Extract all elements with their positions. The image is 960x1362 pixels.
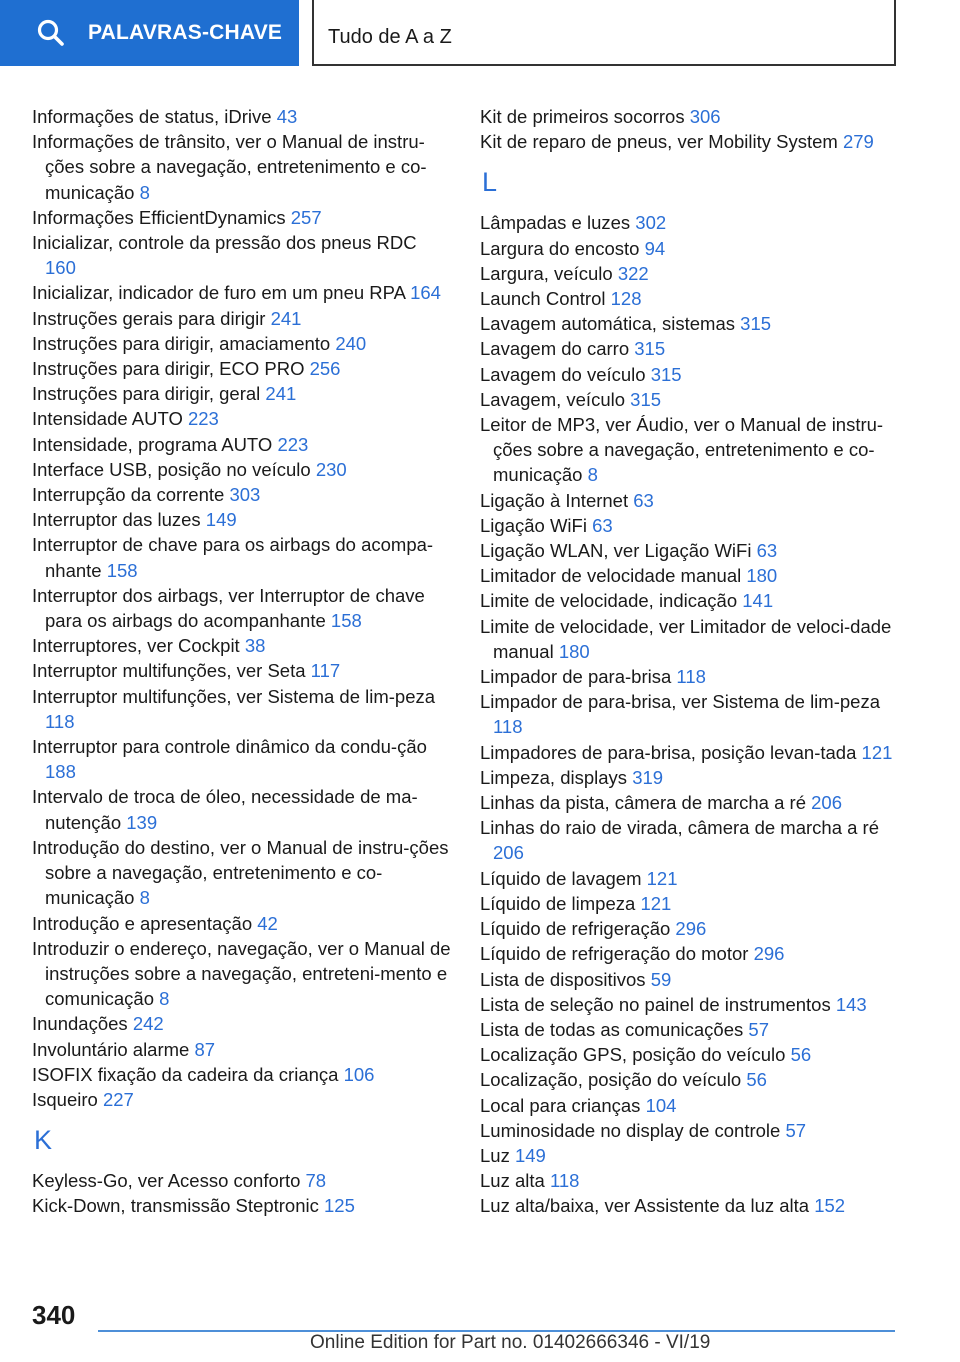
index-entry: [32, 381, 452, 406]
entry-text: Linhas da pista, câmera de marcha a ré: [480, 792, 806, 814]
index-entry: [480, 336, 900, 361]
index-entry: [480, 236, 900, 261]
index-entry: [480, 362, 900, 387]
entry-text: Interruptor para controle dinâmico da condu-ção: [32, 736, 427, 758]
entry-page-link[interactable]: 315: [634, 338, 666, 360]
entry-page-link[interactable]: 160: [45, 257, 76, 279]
entry-text: Involuntário alarme: [32, 1038, 190, 1060]
index-entry: [480, 412, 900, 488]
entry-page-link[interactable]: 8: [139, 887, 150, 909]
index-entry: [32, 1037, 452, 1062]
index-entry: [480, 1017, 900, 1042]
index-entry: [480, 967, 900, 992]
entry-text: Largura, veículo: [480, 262, 613, 284]
index-entry: [32, 306, 452, 331]
index-entry: [480, 689, 900, 739]
entry-page-link[interactable]: 128: [610, 288, 642, 310]
a-to-z-tab-label: Tudo de A a Z: [328, 26, 452, 48]
entry-text: Lista de dispositivos: [480, 968, 646, 990]
entry-page-link[interactable]: 149: [514, 1144, 546, 1166]
entry-text: Limpador de para-brisa, ver Sistema de lim-peza: [480, 691, 880, 713]
index-entry: [480, 614, 900, 664]
entry-text: Kick-Down, transmissão Steptronic: [32, 1195, 319, 1217]
page-number: 340: [32, 1300, 76, 1330]
index-entry: [480, 538, 900, 563]
entry-page-link[interactable]: 227: [102, 1088, 134, 1110]
entry-page-link[interactable]: 223: [277, 433, 309, 455]
entry-text: Localização GPS, posição do veículo: [480, 1044, 786, 1066]
entry-page-link[interactable]: 257: [290, 206, 322, 228]
entry-page-link[interactable]: 223: [187, 408, 219, 430]
index-entry: [32, 230, 452, 280]
index-entry: [480, 1042, 900, 1067]
entry-page-link[interactable]: 296: [675, 918, 707, 940]
entry-text: Local para crianças: [480, 1094, 641, 1116]
right-entries: [480, 210, 900, 1218]
entry-page-link[interactable]: 206: [811, 792, 842, 814]
entry-page-link[interactable]: 104: [645, 1094, 677, 1116]
entry-text: Interruptor de chave para os airbags do acompa-nhante: [32, 534, 434, 581]
entry-page-link[interactable]: 57: [748, 1018, 769, 1040]
index-entry: [480, 815, 900, 865]
index-entry: [32, 104, 452, 129]
entry-page-link[interactable]: 56: [746, 1069, 767, 1091]
entry-page-link[interactable]: 63: [592, 514, 613, 536]
index-entry: [480, 588, 900, 613]
entry-page-link[interactable]: 230: [315, 458, 347, 480]
entry-text: Ligação WiFi: [480, 514, 587, 536]
entry-page-link[interactable]: 121: [861, 741, 893, 763]
index-entry: [32, 658, 452, 683]
entry-page-link[interactable]: 78: [305, 1170, 327, 1192]
entry-text: Limpador de para-brisa: [480, 666, 672, 688]
entry-page-link[interactable]: 158: [330, 610, 362, 632]
entry-page-link[interactable]: 38: [244, 635, 266, 657]
index-entry: [480, 765, 900, 790]
entry-page-link[interactable]: 139: [126, 811, 158, 833]
page-header: [0, 0, 960, 66]
index-entry: [32, 936, 452, 1012]
index-entry: [32, 356, 452, 381]
entry-text: Launch Control: [480, 288, 606, 310]
entry-text: Luz: [480, 1144, 510, 1166]
entry-text: Luz alta/baixa, ver Assistente da luz alta: [480, 1195, 810, 1217]
entry-page-link[interactable]: 125: [324, 1195, 355, 1217]
index-entry: [32, 205, 452, 230]
index-entry: [32, 432, 452, 457]
entry-page-link[interactable]: 180: [558, 640, 590, 662]
entry-page-link[interactable]: 319: [632, 766, 664, 788]
entry-page-link[interactable]: 43: [276, 106, 298, 127]
index-entry: [480, 1193, 900, 1218]
index-entry: [32, 835, 452, 911]
index-entry: [32, 784, 452, 834]
left-entries: [32, 104, 452, 1112]
entry-text: Lavagem do veículo: [480, 363, 646, 385]
entry-page-link[interactable]: 106: [343, 1063, 375, 1085]
index-entry: [480, 1168, 900, 1193]
entry-text: Lavagem automática, sistemas: [480, 313, 736, 335]
index-entry: [480, 740, 900, 765]
entry-page-link[interactable]: 152: [814, 1195, 846, 1217]
entry-page-link[interactable]: 63: [633, 489, 654, 511]
entry-page-link[interactable]: 302: [635, 212, 667, 234]
index-entry: [32, 1011, 452, 1036]
index-entry: [480, 790, 900, 815]
entry-page-link[interactable]: 296: [753, 943, 785, 965]
entry-page-link[interactable]: 279: [842, 131, 874, 153]
entry-text: ISOFIX fixação da cadeira da criança: [32, 1063, 339, 1085]
entry-text: Ligação WLAN, ver Ligação WiFi: [480, 540, 752, 562]
entry-page-link[interactable]: 8: [587, 464, 598, 486]
entry-text: Instruções para dirigir, amaciamento: [32, 332, 331, 354]
keywords-tab[interactable]: [0, 0, 299, 66]
entry-text: Inicializar, indicador de furo em um pneu RPA: [32, 282, 405, 304]
index-entry: [32, 1087, 452, 1112]
index-entry: [480, 210, 900, 235]
entry-page-link[interactable]: 118: [676, 666, 706, 688]
entry-text: Luz alta: [480, 1170, 545, 1192]
entry-page-link[interactable]: 42: [257, 912, 278, 934]
entry-text: Interruptor multifunções, ver Sistema de lim-peza: [32, 685, 436, 707]
entry-text: Intensidade, programa AUTO: [32, 433, 273, 455]
entry-text: Lâmpadas e luzes: [480, 212, 631, 234]
entry-page-link[interactable]: 242: [132, 1013, 164, 1035]
entry-page-link[interactable]: 59: [650, 968, 672, 990]
entry-page-link[interactable]: 121: [646, 867, 678, 889]
index-entry: [32, 406, 452, 431]
entry-page-link[interactable]: 240: [335, 332, 367, 354]
entry-page-link[interactable]: 8: [159, 988, 170, 1010]
index-entry: [32, 734, 452, 784]
entry-page-link[interactable]: 315: [630, 388, 662, 410]
entry-text: Introdução do destino, ver o Manual de instru-ções sobre a navegação, entretenimento e co-municação: [32, 836, 449, 909]
entry-text: Linhas do raio de virada, câmera de marcha a ré: [480, 817, 879, 839]
a-to-z-tab[interactable]: [312, 0, 896, 66]
index-entry: [480, 129, 900, 154]
footer-edition-text: Online Edition for Part no. 01402666346 - VI/19: [310, 1332, 711, 1353]
entry-text: Informações de trânsito, ver o Manual de instru-ções sobre a navegação, entretenimento e co-municação: [32, 131, 427, 203]
entry-text: Inicializar, controle da pressão dos pneus RDC: [32, 232, 417, 254]
index-entry: [32, 457, 452, 482]
entry-page-link[interactable]: 256: [309, 358, 341, 380]
entry-text: Kit de reparo de pneus, ver Mobility System: [480, 131, 838, 153]
index-entry: [480, 563, 900, 588]
index-entry: [480, 488, 900, 513]
keywords-tab-label: PALAVRAS-CHAVE: [88, 21, 283, 44]
entry-text: Instruções para dirigir, ECO PRO: [32, 358, 305, 380]
entry-page-link[interactable]: 158: [106, 559, 138, 581]
entry-text: Limite de velocidade, ver Limitador de veloci-dade manual: [480, 615, 892, 662]
entry-page-link[interactable]: 241: [270, 307, 302, 329]
entry-text: Interruptor das luzes: [32, 509, 201, 531]
index-entry: [480, 1118, 900, 1143]
index-entry: [32, 911, 452, 936]
entry-text: Introdução e apresentação: [32, 912, 253, 934]
entry-text: Lista de todas as comunicações: [480, 1018, 744, 1040]
index-entry: [480, 104, 900, 129]
entry-text: Ligação à Internet: [480, 489, 629, 511]
index-entry: [480, 992, 900, 1017]
entry-text: Intensidade AUTO: [32, 408, 183, 430]
entry-text: Keyless-Go, ver Acesso conforto: [32, 1170, 301, 1192]
entry-text: Lista de seleção no painel de instrumentos: [480, 993, 831, 1015]
index-entry: [480, 387, 900, 412]
entry-page-link[interactable]: 241: [265, 383, 297, 405]
entry-text: Leitor de MP3, ver Áudio, ver o Manual de instru-ções sobre a navegação, entretenimento e co-municação: [480, 414, 884, 486]
entry-page-link[interactable]: 56: [790, 1044, 812, 1066]
entry-page-link[interactable]: 322: [617, 262, 649, 284]
entry-text: Inundações: [32, 1013, 128, 1035]
entry-page-link[interactable]: 143: [835, 993, 867, 1015]
index-entry: [480, 286, 900, 311]
entry-text: Lavagem do carro: [480, 338, 630, 360]
entry-text: Kit de primeiros socorros: [480, 106, 685, 127]
entry-page-link[interactable]: 206: [493, 842, 524, 864]
index-entry: [480, 513, 900, 538]
entry-text: Limpadores de para-brisa, posição levan-tada: [480, 741, 857, 763]
index-entry: [32, 633, 452, 658]
entry-text: Lavagem, veículo: [480, 388, 626, 410]
entry-page-link[interactable]: 118: [493, 716, 523, 738]
entry-page-link[interactable]: 315: [650, 363, 682, 385]
entry-text: Intervalo de troca de óleo, necessidade de ma-nutenção: [32, 786, 418, 833]
search-icon: [36, 18, 66, 48]
index-entry: [480, 261, 900, 286]
left-entries-after: [32, 1168, 452, 1218]
index-entry: [32, 1193, 452, 1218]
entry-text: Localização, posição do veículo: [480, 1069, 742, 1091]
index-entry: [480, 1143, 900, 1168]
entry-page-link[interactable]: 180: [746, 565, 778, 587]
entry-page-link[interactable]: 94: [644, 237, 666, 259]
index-column-left: [32, 104, 452, 1219]
index-column-right: [480, 104, 900, 1219]
entry-text: Limitador de velocidade manual: [480, 565, 742, 587]
index-entry: [32, 482, 452, 507]
entry-text: Informações EfficientDynamics: [32, 206, 286, 228]
entry-text: Líquido de limpeza: [480, 892, 636, 914]
index-entry: [32, 280, 452, 305]
index-entry: [480, 866, 900, 891]
entry-page-link[interactable]: 118: [45, 710, 75, 732]
section-letter-k: K: [34, 1125, 53, 1156]
entry-text: Largura do encosto: [480, 237, 640, 259]
entry-page-link[interactable]: 188: [45, 761, 76, 783]
entry-page-link[interactable]: 141: [742, 590, 774, 612]
index-entry: [480, 891, 900, 916]
entry-text: Instruções gerais para dirigir: [32, 307, 266, 329]
entry-text: Introduzir o endereço, navegação, ver o Manual de instruções sobre a navegação, entreteni-mento e comunicação: [32, 937, 451, 1010]
entry-text: Limite de velocidade, indicação: [480, 590, 738, 612]
entry-text: Interruptores, ver Cockpit: [32, 635, 240, 657]
section-letter-l: L: [482, 167, 498, 198]
entry-page-link[interactable]: 63: [756, 540, 778, 562]
entry-page-link[interactable]: 57: [785, 1119, 807, 1141]
entry-page-link[interactable]: 118: [549, 1170, 580, 1192]
entry-text: Interrupção da corrente: [32, 484, 225, 506]
entry-text: Informações de status, iDrive: [32, 106, 272, 127]
entry-text: Instruções para dirigir, geral: [32, 383, 261, 405]
entry-page-link[interactable]: 315: [740, 313, 772, 335]
entry-page-link[interactable]: 8: [139, 181, 150, 203]
entry-text: Interruptor multifunções, ver Seta: [32, 660, 306, 682]
index-entry: [480, 941, 900, 966]
entry-page-link[interactable]: 306: [689, 106, 721, 127]
index-entry: [480, 664, 900, 689]
right-entries-before: [480, 104, 900, 154]
index-entry: [32, 583, 452, 633]
entry-text: Líquido de refrigeração do motor: [480, 943, 749, 965]
entry-text: Líquido de lavagem: [480, 867, 642, 889]
index-entry: [32, 1168, 452, 1193]
entry-text: Interface USB, posição no veículo: [32, 458, 311, 480]
index-entry: [480, 916, 900, 941]
index-entry: [480, 1067, 900, 1092]
index-entry: [32, 507, 452, 532]
index-entry: [32, 532, 452, 582]
index-entry: [480, 1093, 900, 1118]
entry-text: Luminosidade no display de controle: [480, 1119, 781, 1141]
entry-text: Líquido de refrigeração: [480, 918, 671, 940]
index-entry: [32, 1062, 452, 1087]
entry-page-link[interactable]: 121: [640, 892, 672, 914]
entry-text: Limpeza, displays: [480, 766, 628, 788]
entry-text: Interruptor dos airbags, ver Interruptor de chave para os airbags do acompanhante: [32, 584, 425, 632]
entry-page-link[interactable]: 303: [229, 484, 261, 506]
entry-page-link[interactable]: 149: [205, 509, 237, 531]
index-entry: [32, 331, 452, 356]
entry-text: Isqueiro: [32, 1088, 98, 1110]
index-entry: [32, 129, 452, 205]
index-entry: [480, 311, 900, 336]
index-entry: [32, 684, 452, 734]
entry-page-link[interactable]: 87: [194, 1038, 216, 1060]
entry-page-link[interactable]: 164: [410, 282, 441, 304]
entry-page-link[interactable]: 117: [310, 660, 341, 682]
